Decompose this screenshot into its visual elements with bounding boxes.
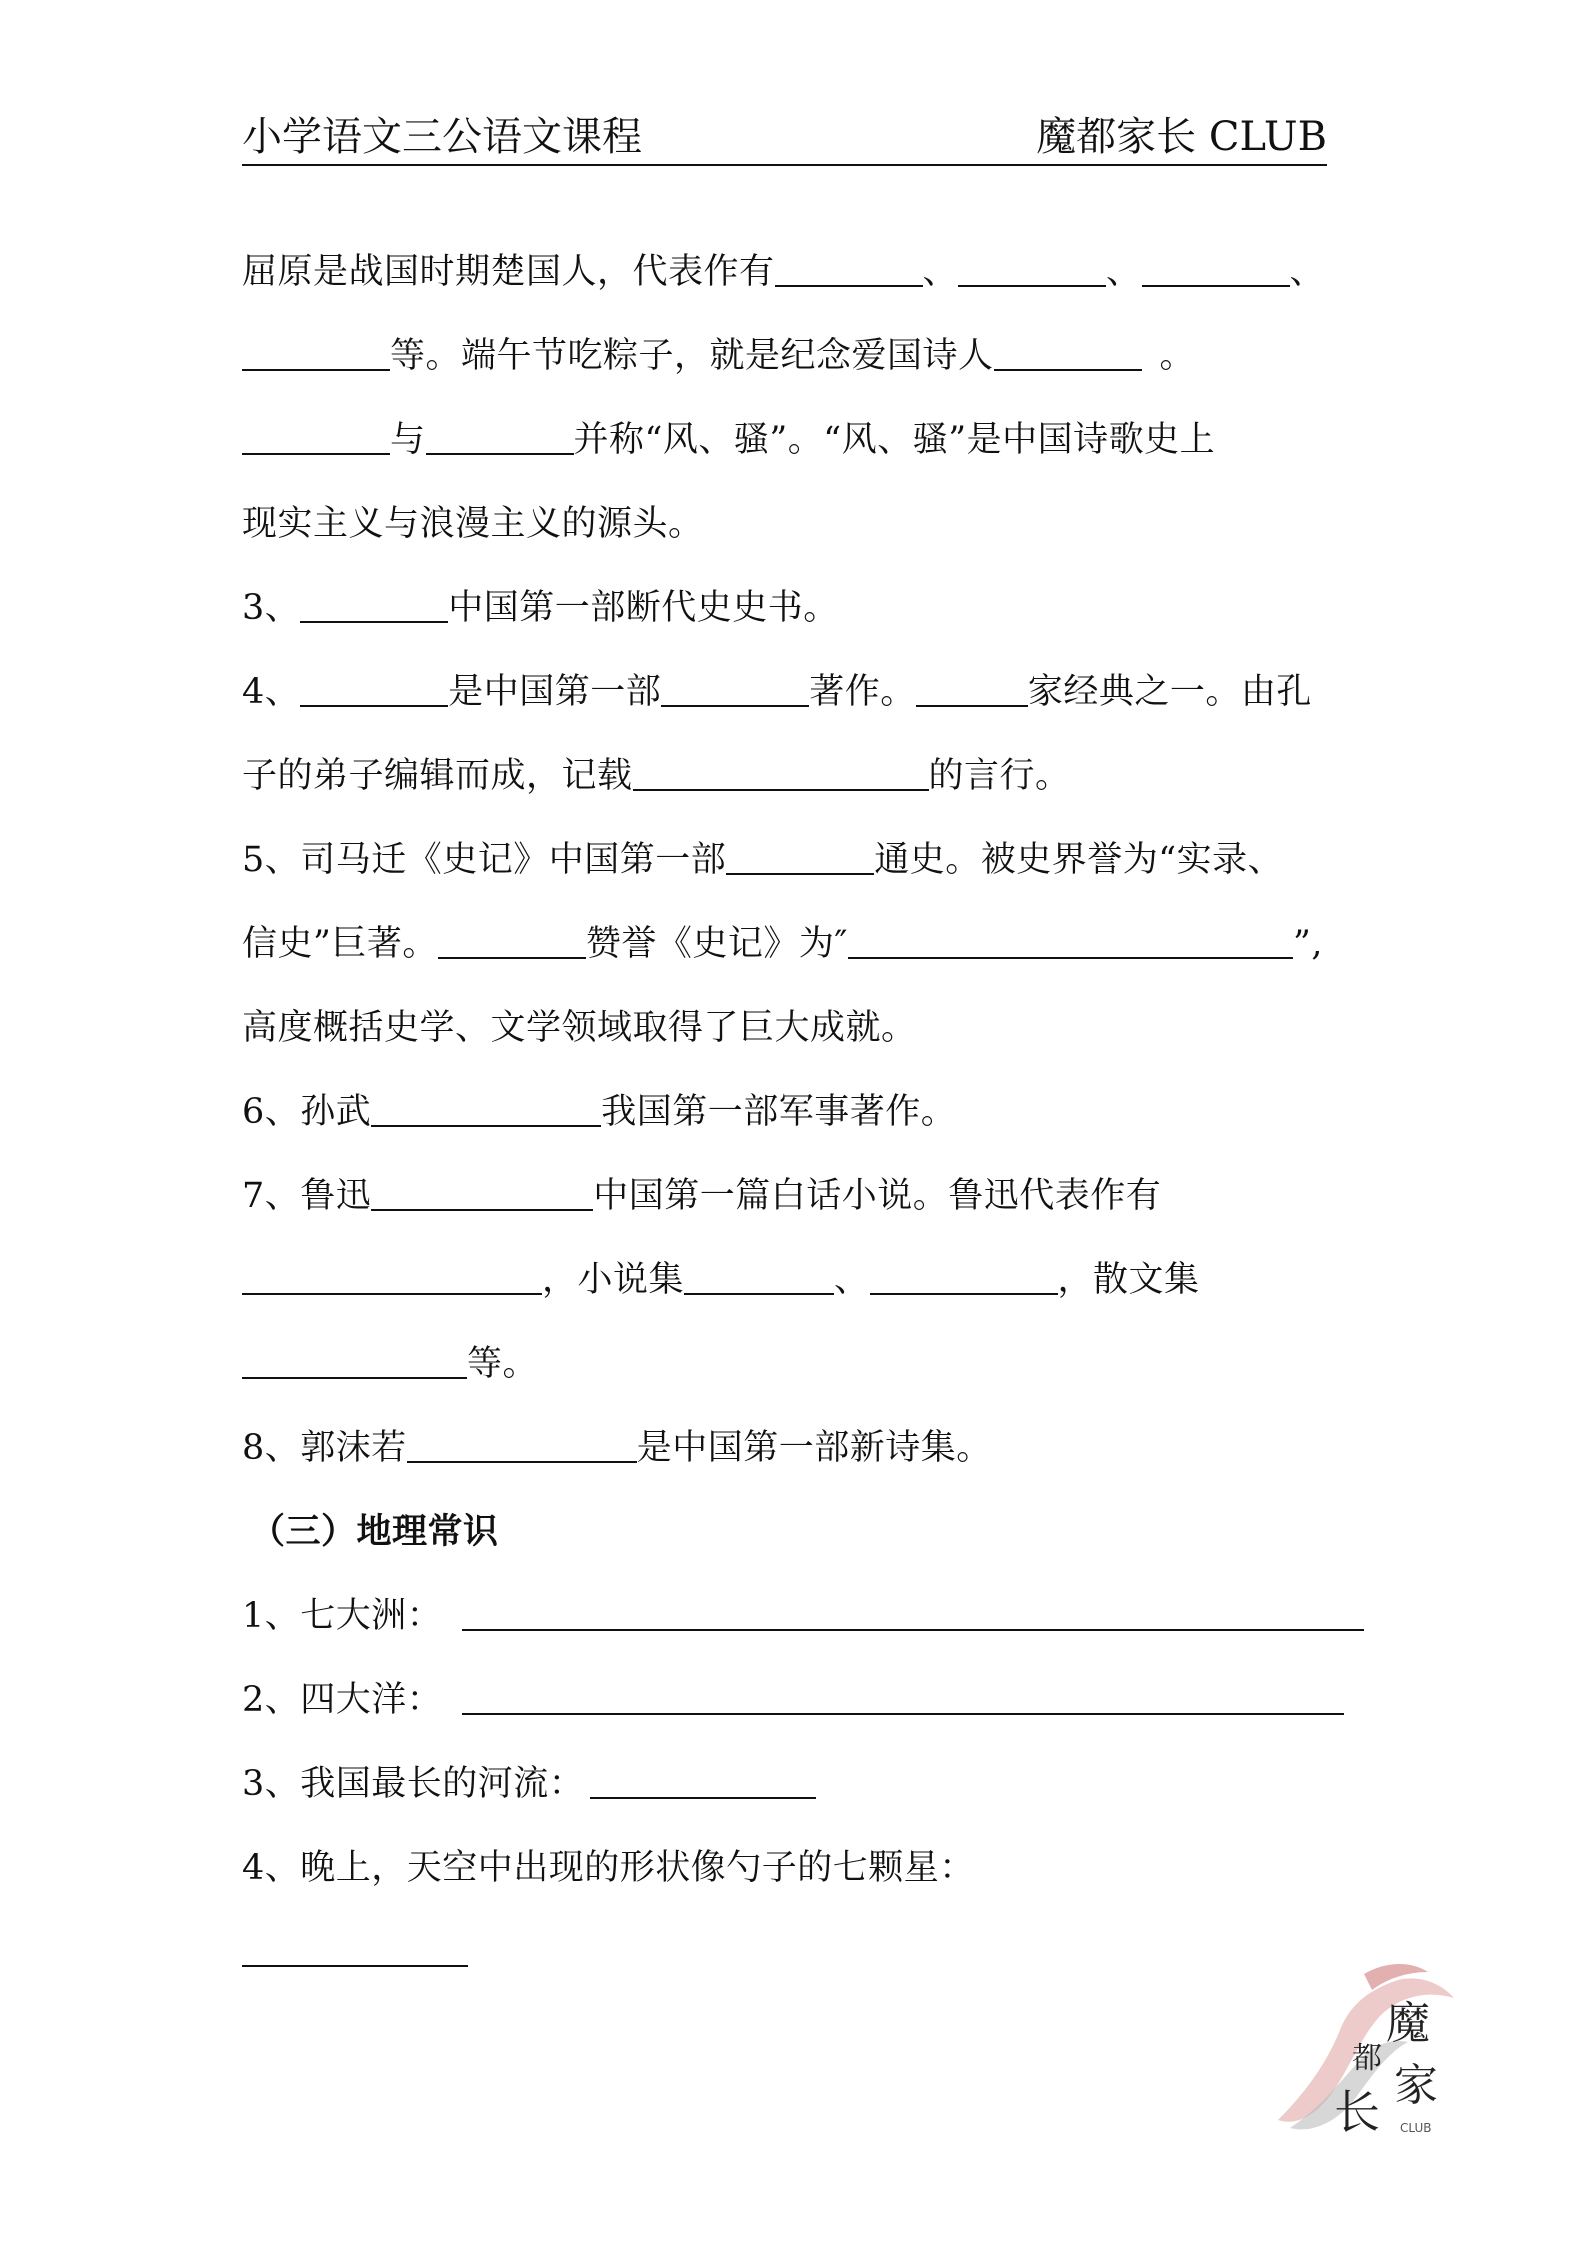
logo-club-text: CLUB bbox=[1400, 2121, 1432, 2135]
fill-blank[interactable] bbox=[994, 339, 1142, 371]
text-line: 1、七大洲： bbox=[242, 1594, 1364, 1638]
text-line: 6、孙武 我国第一部军事著作。 bbox=[242, 1092, 957, 1132]
fill-blank[interactable] bbox=[300, 591, 448, 623]
text-line: 现实主义与浪漫主义的源头。 bbox=[242, 504, 704, 544]
text-line: 高度概括史学、文学领域取得了巨大成就。 bbox=[242, 1008, 917, 1048]
text-line: 3、 中国第一部断代史史书。 bbox=[242, 588, 839, 628]
fill-blank[interactable] bbox=[462, 1599, 1364, 1631]
fill-blank[interactable] bbox=[371, 1179, 593, 1211]
text-line: 4、 是中国第一部 著作。 家经典之一。由孔 bbox=[242, 672, 1312, 712]
logo-char-du: 都 bbox=[1352, 2041, 1382, 2076]
text-line: 3、我国最长的河流： bbox=[242, 1762, 816, 1806]
fill-blank[interactable] bbox=[684, 1263, 834, 1295]
page-header bbox=[242, 112, 1327, 166]
logo-char-mo: 魔 bbox=[1386, 1998, 1430, 2049]
text-line: 等。端午节吃粽子，就是纪念爱国诗人 。 bbox=[242, 334, 1195, 378]
text-line: 8、郭沫若 是中国第一部新诗集。 bbox=[242, 1428, 992, 1468]
fill-blank[interactable] bbox=[633, 759, 929, 791]
text-line: 4、晚上，天空中出现的形状像勺子的七颗星： bbox=[242, 1848, 975, 1888]
fill-blank[interactable] bbox=[242, 423, 390, 455]
fill-blank[interactable] bbox=[407, 1431, 637, 1463]
fill-blank[interactable] bbox=[426, 423, 574, 455]
fill-blank[interactable] bbox=[958, 255, 1106, 287]
fill-blank[interactable] bbox=[848, 927, 1293, 959]
text-line: 屈原是战国时期楚国人，代表作有 、 、 、 bbox=[242, 252, 1326, 292]
fill-blank[interactable] bbox=[870, 1263, 1058, 1295]
fill-blank[interactable] bbox=[726, 843, 874, 875]
text-line bbox=[242, 1930, 468, 1974]
text-line: 等。 bbox=[242, 1342, 538, 1386]
text-line: 子的弟子编辑而成，记载 的言行。 bbox=[242, 756, 1071, 796]
course-title: 小学语文三公语文课程 bbox=[242, 114, 642, 160]
fill-blank[interactable] bbox=[438, 927, 586, 959]
fill-blank[interactable] bbox=[661, 675, 809, 707]
fill-blank[interactable] bbox=[242, 1263, 542, 1295]
fill-blank[interactable] bbox=[242, 339, 390, 371]
text-line: 信史”巨著。 赞誉《史记》为″ ”, bbox=[242, 924, 1324, 964]
text-line: 2、四大洋： bbox=[242, 1678, 1344, 1722]
text-line: 5、司马迁《史记》中国第一部 通史。被史界誉为“实录、 bbox=[242, 840, 1284, 880]
text-line: 7、鲁迅 中国第一篇白话小说。鲁迅代表作有 bbox=[242, 1176, 1162, 1216]
fill-blank[interactable] bbox=[371, 1095, 601, 1127]
fill-blank[interactable] bbox=[462, 1683, 1344, 1715]
fill-blank[interactable] bbox=[775, 255, 923, 287]
text-line: 与 并称“风、骚”。“风、骚”是中国诗歌史上 bbox=[242, 418, 1215, 462]
fill-blank[interactable] bbox=[1142, 255, 1290, 287]
club-name: 魔都家长 CLUB bbox=[1036, 114, 1327, 160]
logo-char-jia: 家 bbox=[1394, 2060, 1438, 2111]
fill-blank[interactable] bbox=[242, 1347, 467, 1379]
fill-blank[interactable] bbox=[242, 1935, 468, 1967]
logo-char-zhang: 长 bbox=[1334, 2085, 1380, 2139]
fill-blank[interactable] bbox=[590, 1767, 816, 1799]
fill-blank[interactable] bbox=[300, 675, 448, 707]
club-logo bbox=[1268, 1950, 1458, 2150]
fill-blank[interactable] bbox=[916, 675, 1028, 707]
text-line: ，小说集 、 ，散文集 bbox=[242, 1258, 1200, 1302]
section-heading: （三）地理常识 bbox=[250, 1512, 499, 1552]
